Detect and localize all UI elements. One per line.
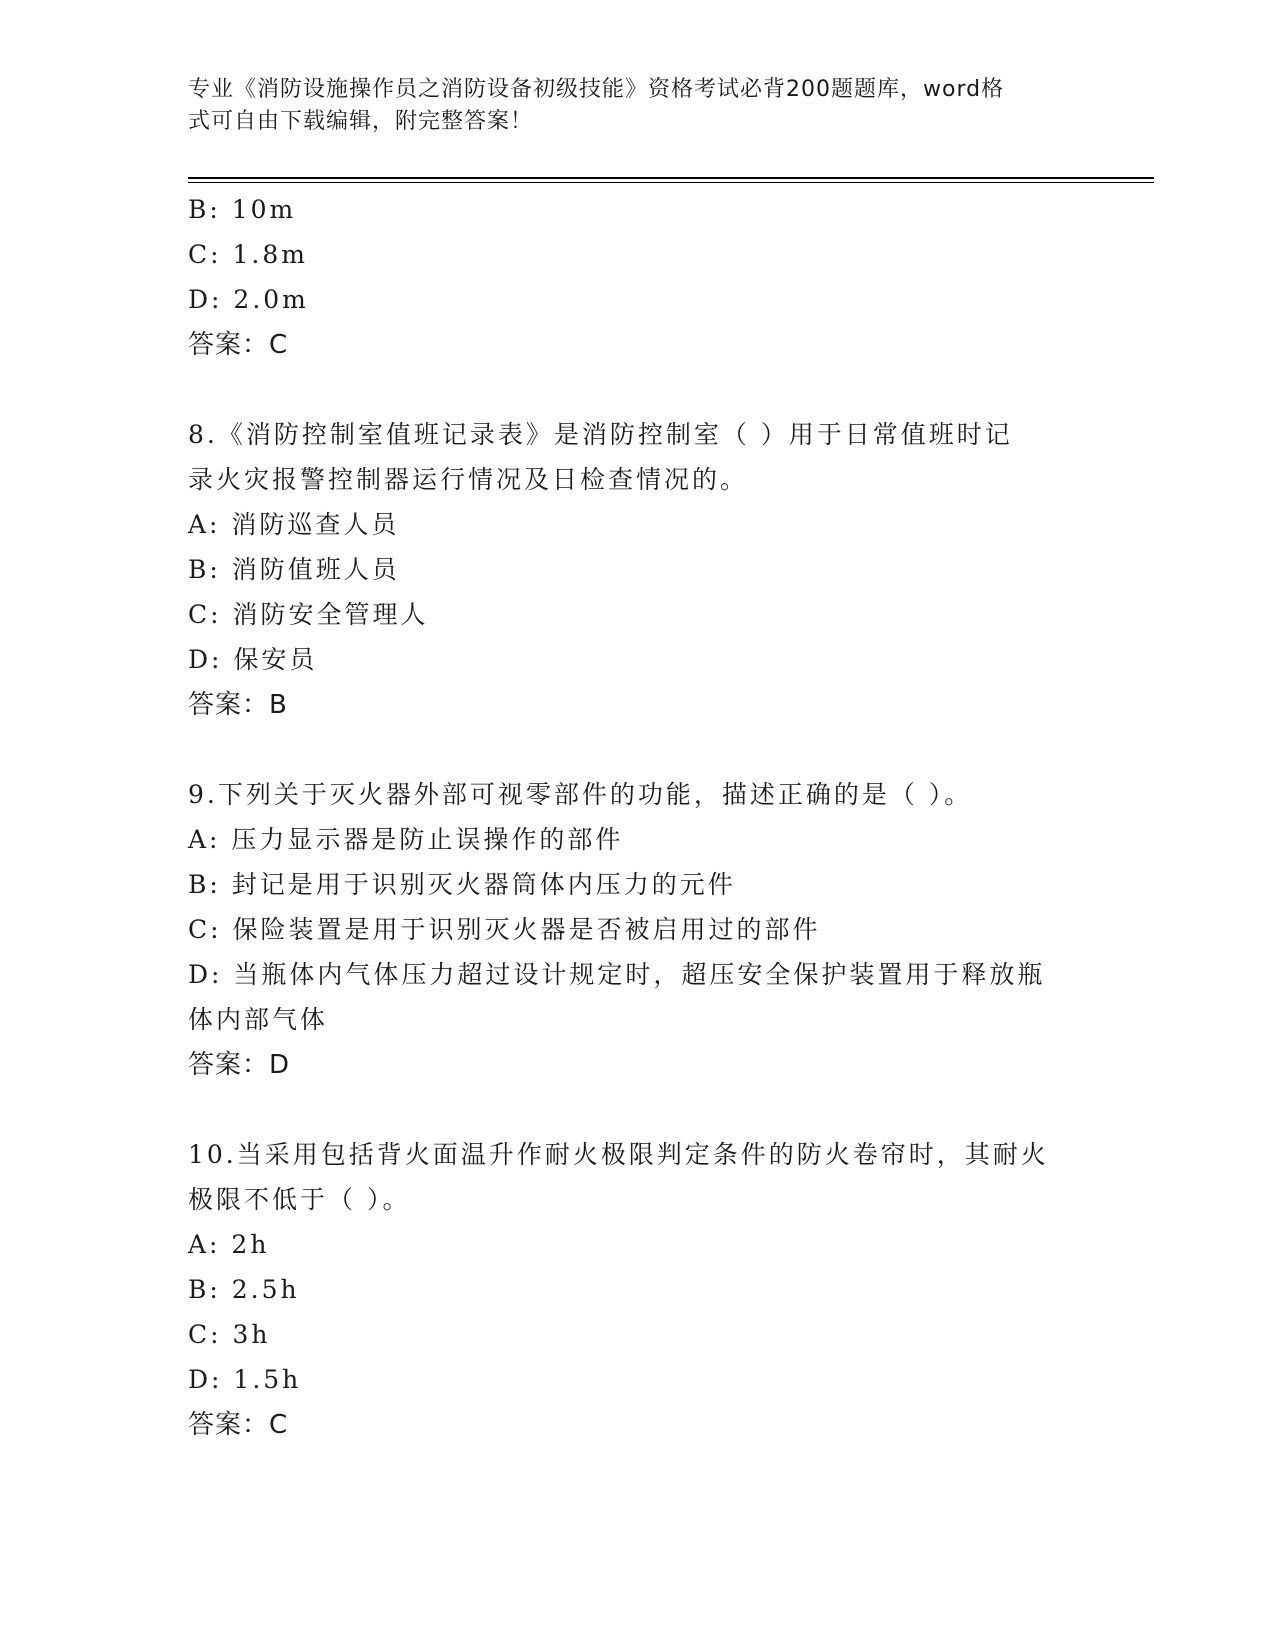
q8-answer: 答案：B — [188, 690, 288, 720]
q8-option-b: B: 消防值班人员 — [188, 555, 400, 584]
q10-option-d: D: 1.5h — [188, 1365, 302, 1394]
q8-option-c: C: 消防安全管理人 — [188, 600, 429, 629]
q8-stem-line-1: 8.《消防控制室值班记录表》是消防控制室（ ）用于日常值班时记 — [188, 420, 1013, 449]
q9-option-a: A: 压力显示器是防止误操作的部件 — [188, 825, 624, 854]
q8-option-d: D: 保安员 — [188, 645, 318, 674]
q7-option-c: C: 1.8m — [188, 240, 308, 269]
q10-stem-line-2: 极限不低于（ ）。 — [188, 1185, 411, 1214]
document-header — [188, 74, 1068, 138]
q10-stem-line-1: 10.当采用包括背火面温升作耐火极限判定条件的防火卷帘时，其耐火 — [188, 1140, 1049, 1169]
q10-option-b: B: 2.5h — [188, 1275, 300, 1304]
q9-answer: 答案：D — [188, 1050, 291, 1080]
header-divider-thin — [188, 182, 1154, 183]
q9-option-d-line-1: D: 当瓶体内气体压力超过设计规定时，超压安全保护装置用于释放瓶 — [188, 960, 1046, 989]
q9-option-c: C: 保险装置是用于识别灭火器是否被启用过的部件 — [188, 915, 821, 944]
header-line-1: 专业《消防设施操作员之消防设备初级技能》资格考试必背200题题库，word格 — [188, 77, 1005, 102]
header-divider-thick — [188, 177, 1154, 179]
q9-stem-line-1: 9.下列关于灭火器外部可视零部件的功能，描述正确的是（ ）。 — [188, 780, 973, 809]
q9-option-b: B: 封记是用于识别灭火器筒体内压力的元件 — [188, 870, 736, 899]
q10-option-c: C: 3h — [188, 1320, 271, 1349]
q9-option-d-line-2: 体内部气体 — [188, 1005, 329, 1034]
q7-option-d: D: 2.0m — [188, 285, 309, 314]
q8-option-a: A: 消防巡查人员 — [188, 510, 400, 539]
q10-option-a: A: 2h — [188, 1230, 270, 1259]
q10-answer: 答案：C — [188, 1410, 289, 1440]
q8-stem-line-2: 录火灾报警控制器运行情况及日检查情况的。 — [188, 465, 749, 494]
header-line-2: 式可自由下载编辑，附完整答案！ — [188, 109, 534, 134]
q7-option-b: B: 10m — [188, 195, 297, 224]
q7-answer: 答案：C — [188, 330, 289, 360]
